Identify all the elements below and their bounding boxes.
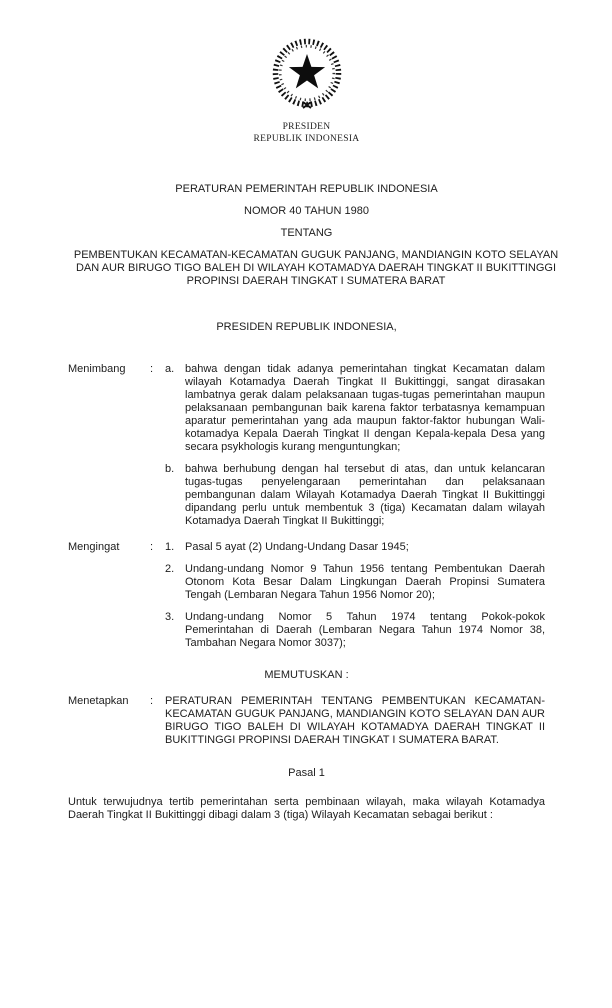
mengingat-text-3: Undang-undang Nomor 5 Tahun 1974 tentang Pokok-pokok Pemerintahan di Daerah (Lembaran Negara Tahun 1974 Nomor 38, Tambahan Negara Nomor 3037); bbox=[185, 611, 545, 649]
menimbang-text-a: bahwa dengan tidak adanya pemerintahan tingkat Kecamatan dalam wilayah Kotamadya Daerah Tingkat II Bukittinggi, sangat dirasakan lambatnya gerak dalam pelaksanaan tugas-tugas pemerintahan maupun pelaksanaan pembangunan baik karena faktor terbatasnya kemampuan aparatur pemerintahan yang ada maupun faktor-faktor hubungan Wali-kotamadya Kepala Daerah Tingkat II dengan Kepala-kepala Desa yang secara psykhologis kurang menguntungkan; bbox=[185, 363, 545, 453]
mengingat-label: Mengingat bbox=[68, 541, 120, 553]
presidential-seal bbox=[68, 34, 545, 145]
seal-caption-line2: REPUBLIK INDONESIA bbox=[253, 133, 360, 144]
mengingat-text-1: Pasal 5 ayat (2) Undang-Undang Dasar 1945; bbox=[185, 541, 409, 553]
menimbang-row-b bbox=[68, 463, 545, 528]
mengingat-marker-1: 1. bbox=[165, 541, 175, 553]
mengingat-row-3 bbox=[68, 611, 545, 650]
mengingat-row-1 bbox=[68, 541, 545, 554]
menetapkan-text: PERATURAN PEMERINTAH TENTANG PEMBENTUKAN KECAMATAN-KECAMATAN GUGUK PANJANG, MANDIANGIN KOTO SELAYAN DAN AUR BIRUGO TIGO BALEH DI WILAYAH KOTAMADYA DAERAH TINGKAT II BUKITTINGGI PROPINSI DAERAH TINGKAT I SUMATERA BARAT. bbox=[165, 695, 545, 746]
pasal-1-body: Untuk terwujudnya tertib pemerintahan serta pembinaan wilayah, maka wilayah Kotamadya Daerah Tingkat II Bukittinggi dibagi dalam 3 (tiga) Wilayah Kecamatan sebagai berikut : bbox=[68, 796, 545, 821]
memutuskan-heading: MEMUTUSKAN : bbox=[264, 669, 349, 681]
mengingat-marker-2: 2. bbox=[165, 563, 175, 575]
menimbang-marker-a: a. bbox=[165, 363, 175, 375]
title-line-tentang: TENTANG bbox=[280, 227, 333, 239]
clauses-section bbox=[68, 363, 545, 822]
mengingat-row-2 bbox=[68, 563, 545, 602]
menimbang-label: Menimbang bbox=[68, 363, 126, 375]
mengingat-marker-3: 3. bbox=[165, 611, 175, 623]
mengingat-colon: : bbox=[150, 541, 154, 553]
pasal-1-heading: Pasal 1 bbox=[288, 767, 325, 779]
document-title-block bbox=[68, 183, 559, 288]
title-line-1: PERATURAN PEMERINTAH REPUBLIK INDONESIA bbox=[175, 183, 438, 195]
menimbang-colon: : bbox=[150, 363, 154, 375]
menetapkan-colon: : bbox=[150, 695, 154, 707]
mengingat-text-2: Undang-undang Nomor 9 Tahun 1956 tentang Pembentukan Daerah Otonom Kota Besar Dalam Lingkungan Daerah Propinsi Sumatera Tengah (Lembaran Negara Tahun 1956 Nomor 20); bbox=[185, 563, 545, 601]
title-line-number: NOMOR 40 TAHUN 1980 bbox=[244, 205, 369, 217]
menetapkan-label: Menetapkan bbox=[68, 695, 129, 707]
star-in-wreath-icon bbox=[268, 34, 346, 112]
menetapkan-row bbox=[68, 695, 545, 747]
seal-caption bbox=[68, 122, 545, 145]
opening-line: PRESIDEN REPUBLIK INDONESIA, bbox=[216, 321, 397, 333]
seal-caption-line1: PRESIDEN bbox=[282, 122, 331, 132]
title-subject: PEMBENTUKAN KECAMATAN-KECAMATAN GUGUK PANJANG, MANDIANGIN KOTO SELAYAN DAN AUR BIRUGO TIGO BALEH DI WILAYAH KOTAMADYA DAERAH TINGKAT II BUKITTINGGI PROPINSI DAERAH TINGKAT I SUMATERA BARAT bbox=[73, 249, 559, 287]
menimbang-row-a bbox=[68, 363, 545, 454]
menimbang-marker-b: b. bbox=[165, 463, 175, 475]
menimbang-text-b: bahwa berhubung dengan hal tersebut di atas, dan untuk kelancaran tugas-tugas penyelengaraan pemerintahan dan pelaksanaan pembangunan dalam Wilayah Kotamadya Daerah Tingkat II Bukittinggi dipandang perlu untuk membentuk 3 (tiga) Kecamatan dalam wilayah Kotamadya Daerah Tingkat II Bukittinggi; bbox=[185, 463, 545, 527]
